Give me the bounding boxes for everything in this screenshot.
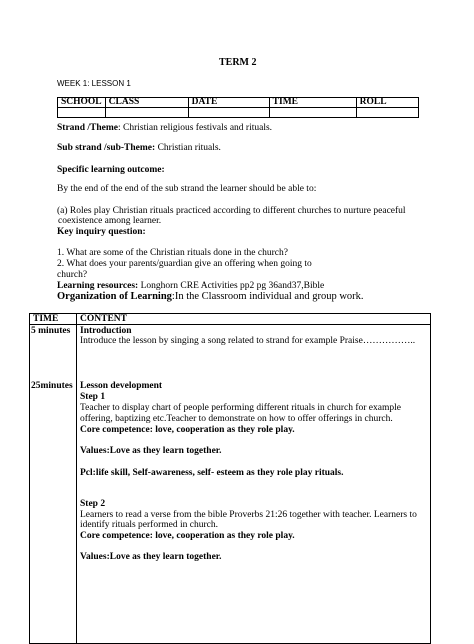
roll-cell: ROLL — [356, 98, 418, 108]
dev-heading: Lesson development — [80, 381, 163, 391]
time-header: TIME — [30, 314, 77, 325]
header-table — [57, 97, 419, 118]
question-2-cont: church? — [57, 270, 88, 280]
time-cell: TIME — [269, 98, 356, 108]
lesson-plan-table — [29, 313, 431, 644]
resources-line: Learning resources: Longhorn CRE Activities pp2 pg 36and37,Bible — [57, 281, 325, 291]
core-competence-2: Core competence: love, cooperation as they role play. — [80, 531, 295, 541]
step1-line1: Teacher to display chart of people performing different rituals in church for example — [80, 403, 401, 413]
values-2: Values:Love as they learn together. — [80, 552, 222, 562]
week-lesson: WEEK 1: LESSON 1 — [57, 79, 131, 88]
step2-line2: identify rituals performed in church. — [80, 520, 218, 530]
slo-a-line2: coexistence among learner. — [58, 216, 162, 226]
intro-heading: Introduction — [80, 326, 132, 336]
question-1: 1. What are some of the Christian rituals done in the church? — [57, 248, 288, 258]
values-1: Values:Love as they learn together. — [80, 446, 222, 456]
time-column — [30, 325, 77, 644]
slo-intro: By the end of the end of the sub strand the learner should be able to: — [57, 184, 317, 194]
page-title: TERM 2 — [219, 57, 257, 68]
step1-line2: offering, baptizing etc.Teacher to demonstrate on how to offer offerings in church. — [80, 414, 393, 424]
intro-text: Introduce the lesson by singing a song related to strand for example Praise…………….. — [80, 336, 416, 346]
content-column — [77, 325, 431, 644]
content-header: CONTENT — [77, 314, 431, 325]
step2-line1: Learners to read a verse from the bible Proverbs 21:26 together with teacher. Learners to — [80, 510, 417, 520]
class-cell: CLASS — [105, 98, 188, 108]
school-cell: SCHOOL — [58, 98, 106, 108]
plan-header-row — [30, 314, 431, 325]
pci-line: Pcl:life skill, Self-awareness, self- esteem as they role play rituals. — [80, 468, 344, 478]
time-25min: 25minutes — [31, 381, 73, 391]
step1-heading: Step 1 — [80, 392, 106, 402]
kiq-heading: Key inquiry question: — [57, 227, 146, 237]
step2-heading: Step 2 — [80, 499, 106, 509]
question-2: 2. What does your parents/guardian give an offering when going to — [57, 259, 312, 269]
slo-a-line1: (a) Roles play Christian rituals practiced according to different churches to nurture peaceful — [57, 206, 406, 216]
strand-line: Strand /Theme: Christian religious festivals and rituals. — [57, 123, 273, 133]
header-row — [58, 98, 419, 108]
organization-line: Organization of Learning:In the Classroom individual and group work. — [57, 291, 364, 302]
plan-body-row — [30, 325, 431, 644]
sub-strand-line: Sub strand /sub-Theme: Christian rituals. — [57, 143, 221, 153]
time-5min: 5 minutes — [31, 326, 71, 336]
slo-heading: Specific learning outcome: — [57, 165, 165, 175]
header-empty-row — [58, 108, 419, 118]
date-cell: DATE — [188, 98, 269, 108]
core-competence-1: Core competence: love, cooperation as they role play. — [80, 425, 295, 435]
